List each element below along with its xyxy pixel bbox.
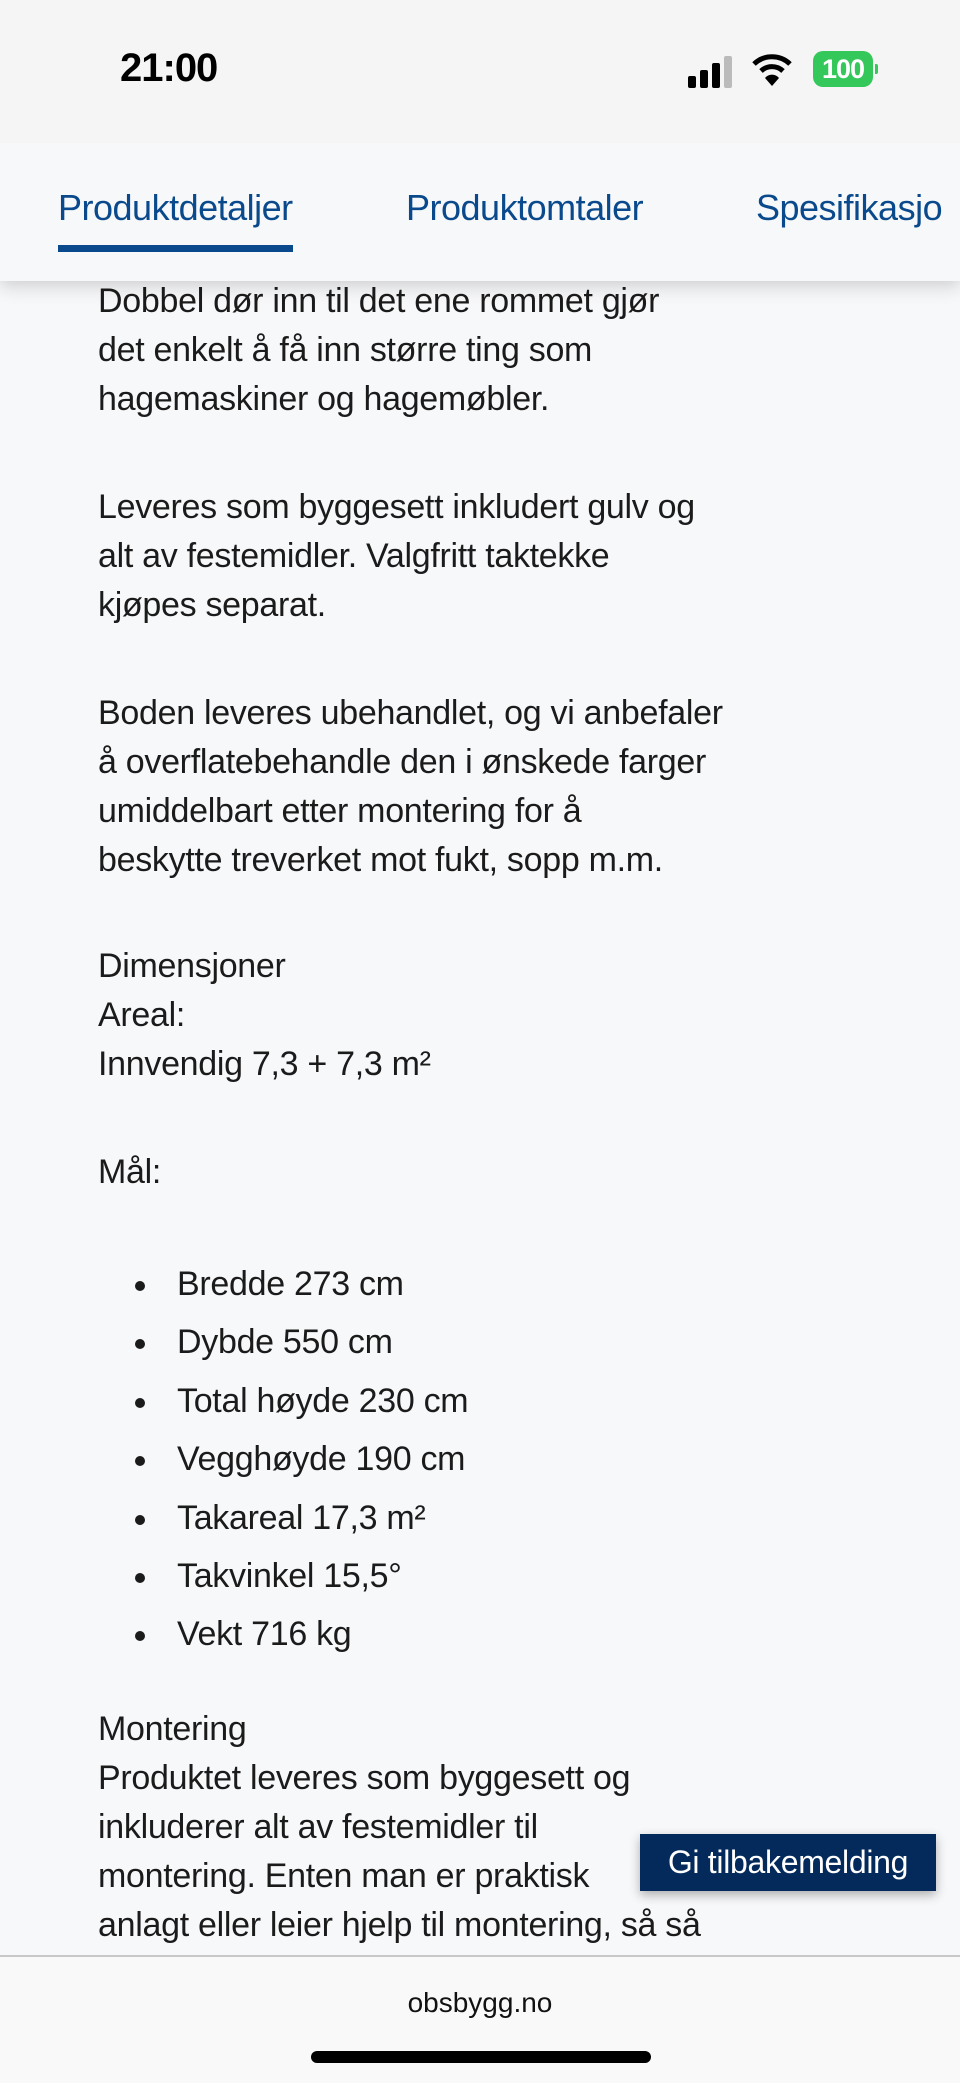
text-line: Areal: bbox=[98, 996, 186, 1034]
cellular-signal-icon bbox=[688, 56, 736, 88]
text-line: inkluderer alt av festemidler til bbox=[98, 1808, 538, 1846]
home-indicator[interactable] bbox=[311, 2051, 651, 2063]
list-item: Vekt 716 kg bbox=[98, 1610, 468, 1668]
text-line: Innvendig 7,3 + 7,3 m² bbox=[98, 1045, 431, 1083]
text-line: alt av festemidler. Valgfritt taktekke bbox=[98, 537, 610, 575]
status-bar bbox=[0, 0, 960, 143]
tab-produktdetaljer[interactable]: Produktdetaljer bbox=[58, 187, 293, 228]
text-line: umiddelbart etter montering for å bbox=[98, 792, 582, 830]
browser-bottom-bar bbox=[0, 1955, 960, 2083]
list-item: Bredde 273 cm bbox=[98, 1260, 468, 1318]
list-item: Takvinkel 15,5° bbox=[98, 1552, 468, 1610]
mounting-heading: Montering bbox=[98, 1710, 247, 1748]
text-line: Leveres som byggesett inkludert gulv og bbox=[98, 488, 695, 526]
text-line: beskytte treverket mot fukt, sopp m.m. bbox=[98, 841, 663, 879]
list-item: Vegghøyde 190 cm bbox=[98, 1435, 468, 1493]
text-line: kjøpes separat. bbox=[98, 586, 326, 624]
dimensions-section bbox=[98, 942, 431, 1089]
tab-spesifikasjoner[interactable]: Spesifikasjo bbox=[756, 187, 943, 228]
text-line: det enkelt å få inn større ting som bbox=[98, 331, 593, 369]
battery-icon: 100 bbox=[813, 51, 873, 87]
tab-produktomtaler[interactable]: Produktomtaler bbox=[406, 187, 644, 228]
measures-label: Mål: bbox=[98, 1153, 162, 1191]
wifi-icon bbox=[752, 52, 792, 88]
list-item: Total høyde 230 cm bbox=[98, 1377, 468, 1435]
paragraph-delivery bbox=[98, 483, 695, 630]
paragraph-door bbox=[98, 277, 659, 424]
list-item: Dybde 550 cm bbox=[98, 1318, 468, 1376]
product-tabs bbox=[0, 143, 960, 281]
text-line: Dobbel dør inn til det ene rommet gjør bbox=[98, 282, 660, 320]
text-line: Boden leveres ubehandlet, og vi anbefaler bbox=[98, 694, 723, 732]
feedback-button[interactable]: Gi tilbakemelding bbox=[640, 1834, 936, 1891]
status-time: 21:00 bbox=[120, 46, 218, 90]
text-line: montering. Enten man er praktisk bbox=[98, 1857, 590, 1895]
text-line: anlagt eller leier hjelp til montering, så så bbox=[98, 1906, 701, 1944]
url-label[interactable]: obsbygg.no bbox=[407, 1987, 553, 2018]
text-line: å overflatebehandle den i ønskede farger bbox=[98, 743, 706, 781]
paragraph-treatment bbox=[98, 689, 723, 885]
measures-list bbox=[98, 1260, 468, 1669]
text-line: Produktet leveres som byggesett og bbox=[98, 1759, 631, 1797]
text-line: hagemaskiner og hagemøbler. bbox=[98, 380, 550, 418]
list-item: Takareal 17,3 m² bbox=[98, 1494, 468, 1552]
dimensions-heading: Dimensjoner bbox=[98, 947, 286, 985]
mounting-section bbox=[98, 1705, 701, 1950]
